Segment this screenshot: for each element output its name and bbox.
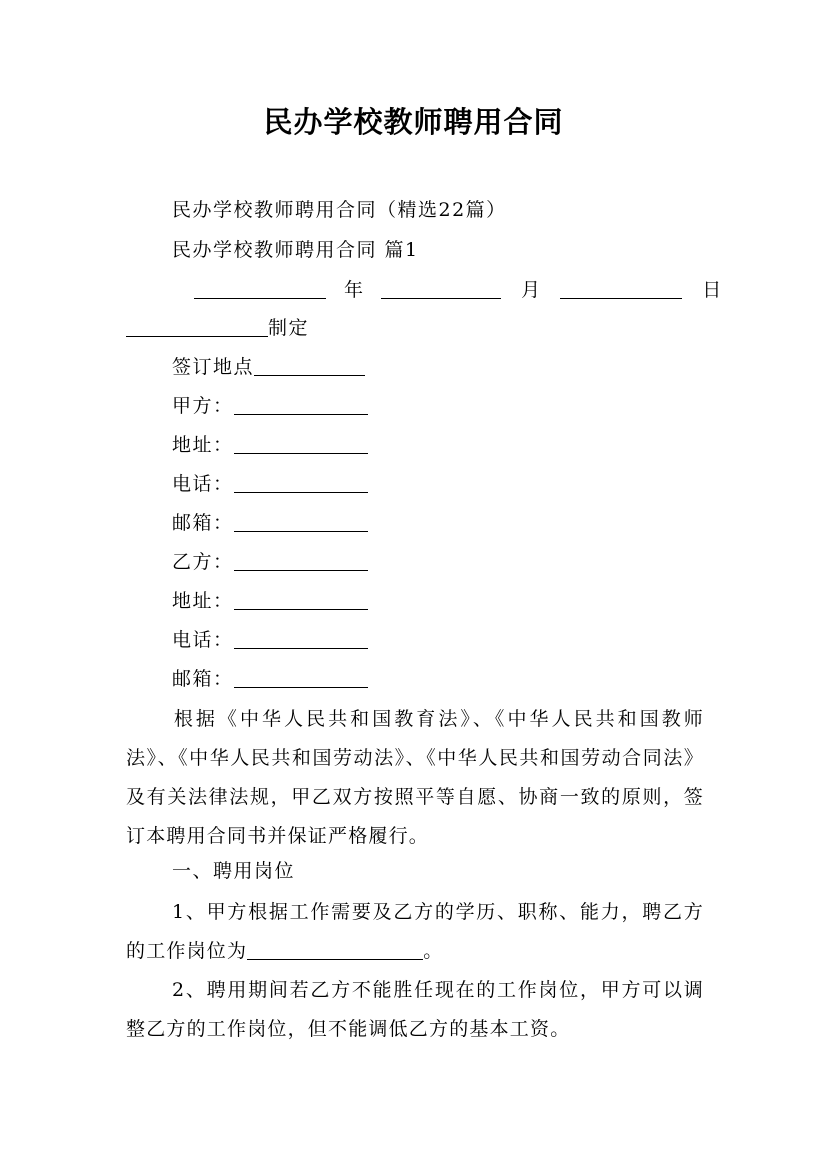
party-a-phone-blank[interactable]	[234, 472, 368, 493]
party-b-phone-field	[172, 626, 368, 654]
party-b-email-label: 邮箱：	[172, 668, 234, 690]
party-a-email-label: 邮箱：	[172, 512, 234, 534]
month-blank[interactable]	[381, 278, 501, 299]
party-b-field	[172, 548, 368, 576]
party-a-phone-field	[172, 470, 368, 498]
party-a-address-label: 地址：	[172, 434, 234, 456]
party-a-label: 甲方：	[172, 395, 234, 417]
date-line	[194, 276, 721, 304]
party-b-label: 乙方：	[172, 551, 234, 573]
position-blank[interactable]	[247, 939, 423, 960]
clause-1-suffix: 。	[423, 940, 444, 962]
subtitle: 民办学校教师聘用合同（精选22篇）	[172, 199, 507, 221]
clause-1-text: 1、甲方根据工作需要及乙方的学历、职称、能力，聘乙方的工作岗位为	[126, 901, 704, 962]
party-b-email-field	[172, 665, 368, 693]
party-b-address-field	[172, 587, 368, 615]
sign-place-blank[interactable]	[254, 355, 365, 376]
year-label: 年	[344, 279, 364, 301]
sign-place-label: 签订地点	[172, 356, 255, 378]
clause-2	[126, 971, 704, 1049]
party-a-email-field	[172, 509, 368, 537]
party-a-email-blank[interactable]	[234, 511, 368, 532]
party-a-address-field	[172, 431, 368, 459]
document-title: 民办学校教师聘用合同	[263, 105, 564, 139]
party-a-blank[interactable]	[234, 394, 368, 415]
month-label: 月	[521, 279, 541, 301]
maker-blank[interactable]	[126, 316, 268, 337]
clause-1	[126, 893, 704, 971]
clause-2-text: 2、聘用期间若乙方不能胜任现在的工作岗位，甲方可以调整乙方的工作岗位，但不能调低乙方的基本工资。	[126, 979, 704, 1040]
party-b-phone-label: 电话：	[172, 629, 234, 651]
year-blank[interactable]	[194, 278, 326, 299]
party-a-phone-label: 电话：	[172, 473, 234, 495]
chapter-heading: 民办学校教师聘用合同 篇1	[172, 239, 419, 261]
made-line	[126, 314, 309, 342]
intro-paragraph	[126, 700, 704, 856]
party-b-blank[interactable]	[234, 550, 368, 571]
party-b-email-blank[interactable]	[234, 667, 368, 688]
day-blank[interactable]	[560, 278, 682, 299]
party-a-field	[172, 392, 368, 420]
sign-place-field	[172, 353, 365, 381]
section1-heading: 一、聘用岗位	[172, 860, 296, 882]
intro-paragraph-text: 根据《中华人民共和国教育法》、《中华人民共和国教师法》、《中华人民共和国劳动法》、《中华人民共和国劳动合同法》及有关法律法规，甲乙双方按照平等自愿、协商一致的原则，签订本聘用合同书并保证严格履行。	[126, 708, 704, 847]
party-b-phone-blank[interactable]	[234, 628, 368, 649]
day-label: 日	[702, 279, 722, 301]
made-label: 制定	[268, 317, 310, 339]
party-a-address-blank[interactable]	[234, 433, 368, 454]
party-b-address-blank[interactable]	[234, 589, 368, 610]
party-b-address-label: 地址：	[172, 590, 234, 612]
